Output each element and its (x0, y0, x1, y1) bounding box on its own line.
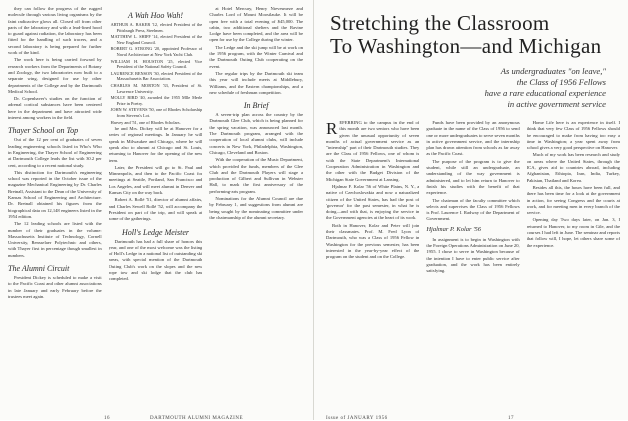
article-subtitle (326, 66, 606, 110)
paragraph: The purpose of the program is to give the student, while still an undergraduate, an understanding of the way government is administered, and to let him return to Hanover to finish his studies with the benefit of that experience. (426, 158, 520, 196)
subtitle-line: in active government service (507, 99, 606, 109)
subhead-kolar: Hjalmar P. Kolar '56 (426, 225, 482, 233)
paragraph: The chairman of the faculty committee which selects and supervises the Class of 1956 Fellows is Prof. Laurence I. Radway of the Department of Government. (426, 197, 520, 222)
paragraph: The Ledge and the ski jump will be at work on the 1956 program, with the Winter Carnival and the Dartmouth Outing Club cooperating on the event. (209, 44, 303, 69)
paragraph: The regular trips by the Dartmouth ski team this year will include meets at Middlebury, Williams, and the Eastern championships, and a new schedule of freshman competition. (209, 70, 303, 95)
roster-item: MOLLY BIRD '40, awarded the 1955 Mlle Merle Prize in Poetry. (110, 95, 203, 106)
roster-item: Harvey and '51, one of Rhodes Scholars. (110, 119, 181, 125)
page-number: 16 (104, 416, 110, 421)
paragraph: Home Life here is an experience in itself. I think that very few Class of 1956 Fellows should be encouraged to make from having too easy a time in Washington; a year spent away from school gives a very good perspective on Hanover. (526, 120, 620, 151)
left-column-2 (109, 6, 203, 398)
article-title-line-1: Stretching the Classroom (330, 11, 550, 35)
right-columns (326, 120, 620, 412)
paragraph: Robert A. Rollé '51, director of alumni affairs, and Charles Sewell Rollé '52, will accompany the President on part of the trip, and will speak at some of the gatherings. (108, 197, 203, 222)
roster-item: JOHN W. STEVENS '50, one of Rhodes Scholarship from Stevens's Lot. (110, 107, 203, 118)
right-column-3 (527, 120, 620, 412)
paragraph: Hjalmar F. Kolar '56 of White Plains, N. Y., a native of Czechoslovakia and now a naturalized citizen of the United States, has had the post of 'governor' for the past semester, in what he is doing—and with that, is enjoying the service in the Government agencies at the heart of its work. (326, 183, 420, 221)
roster-item: ROBERT G. STRONG '20, appointed Professor of Naval Architecture at New York Yacht Club. (110, 46, 203, 57)
section-heading-wah-hoo-wah: A Wah Hoo Wah! (127, 11, 184, 20)
right-page (314, 0, 628, 420)
drop-cap: R (326, 120, 338, 138)
paragraph: he and Mrs. Dickey will be at Hanover for a series of regional meetings. In January he will speak in Milwaukee and Chicago, where he will speak also to alumni at Chicago and St. Louis, returning to Hanover for the opening of the new term. (108, 126, 203, 163)
section-heading-holls-ledge: Holl's Ledge Meister (121, 227, 190, 237)
paragraph: Dartmouth has had a full share of honors this year, and one of the most welcome was the listing of Holl's Ledge in a national list of outstanding ski areas, with special mention of the Dartmouth Outing Club's work on the slopes and the new rope tow and ski lodge that the club has completed. (108, 238, 203, 282)
paragraph: Out of the 12 per cent of graduates of seven leading engineering schools listed in Who's Who in Engineering, the Thayer School of Engineering at Dartmouth College leads the list with 30.2 per cent, according to a recent national study. (8, 137, 102, 168)
paragraph: This distinction for Dartmouth's engineering school was reported in the October issue of the magazine Mechanical Engineering by Dr. Charles Bretnall, Assistant to the Dean of the University of Kansas School of Engineering and Architecture. Dr. Bretnall obtained his figures from the biographical data on 12,148 engineers listed in the 1954 edition. (8, 169, 102, 219)
paragraph: they can follow the progress of the rugged molecule through various living organisms by the faint radioactive glows all. Closed off from other parts of the laboratory and with a lead-lined hood to guard against radiation, the laboratory has been fitted for the handling of such tracers, and a second laboratory is being prepared for further work of the kind. (8, 6, 102, 56)
paragraph: at Hotel Mercury, Henry Nievesmeze and Charles Lord of Mount Moosilauke. It will be open free with a total evening of $45,000. The cabin, two additional shelters and the Ravine Lodge have been completed, and the area will be open for use by the College during the winter. (209, 6, 303, 43)
lead-paragraph (326, 120, 419, 183)
paragraph: Later, the President will go to St. Paul and Minneapolis, and then to the Pacific Coast for meetings at Seattle, Portland, San Francisco and Los Angeles, and will meet alumni in Denver and Kansas City on the way back. (108, 164, 203, 196)
honors-roster (109, 22, 203, 125)
paragraph: President Dickey is scheduled to make a visit to the Pacific Coast and other alumni associations in late January and early February before the trustees meet again. (8, 274, 102, 299)
paragraph: In assignment is to begin in Washington with the Foreign Operations Administration on June 20, 1955. I chose to serve in Washington because of the intention I have to enter public service after graduation, and the work has been entirely satisfying. (426, 236, 520, 274)
paragraph: Nominations for the Alumni Council are due by February 1, and suggestions from alumni are being sought by the nominating committee under the chairmanship of the alumni secretary. (209, 196, 303, 220)
issue-line: Issue of JANUARY 1956 (326, 416, 388, 421)
right-column-1 (326, 120, 419, 412)
paragraph: Besides all this, the hours have been full, and there has been time for a look at the government in action, for seeing Congress and the courts at work, and for meeting men in every branch of the service. (526, 184, 620, 216)
roster-item: WILLIAM H. HOUSTON '25, elected Vice President of the National Safety Council. (110, 58, 203, 70)
lead-text: EFERRING to the campus in the end of this month are two seniors who have been given the unusual opportunity of seven months of actual government service as an "internship" part of their Dartmouth studies. They are the Class of 1956 Fellows, one of whom is with the State Department's International Cooperation Administration in Washington and the other with the Budget Division of the Michigan State Government at Lansing. (326, 120, 420, 182)
paragraph: The work here is being carried forward by research workers from the Departments of Botany and Zoology, the two laboratories now built to a separate wing, designed for use by other departments of the College and by the Dartmouth Medical School. (8, 57, 102, 94)
roster-item: MATTHEW L. SHIFF '14, elected President of the New England Council. (110, 34, 203, 45)
subtitle-line: the Class of 1956 Fellows (516, 77, 606, 87)
left-columns (8, 6, 303, 398)
roster-item: LAURENCE BENSON '30, elected President of the Massachusetts Bar Association. (110, 70, 203, 82)
section-heading-in-brief: In Brief (243, 101, 269, 111)
left-column-3 (209, 6, 303, 398)
paragraph: The 12 leading schools are listed with the number of their graduates in the volume: Massachusetts Institute of Technology, Cornell University, Rensselaer Polytechnic and others, with Thayer first in percentage though smallest in numbers. (8, 221, 102, 258)
paragraph: Both in Hanover, Kolar and Peter will join their classmates. Prof. M. Fred Lyon of Dartmouth, who was a Class of 1956 Fellow in Washington for the previous semester, has been interested in the year-by-year effect of the program on the student and on the College. (326, 222, 420, 260)
paragraph: With the cooperation of the Music Department, which provided the funds, members of the Glee Club and the Dartmouth Players will stage a production of Gilbert and Sullivan in Webster Hall, to mark the first anniversary of the performing-arts program. (209, 157, 303, 194)
left-column-1 (8, 6, 102, 398)
paragraph: Funds have been provided by an anonymous graduate in the name of the Class of 1956 to send one or more undergraduates to serve seven months in active government service, and the internship plan has drawn attention from schools as far away as the Pacific Coast. (426, 120, 520, 157)
paragraph: A seven-trip plan across the country by the Dartmouth Glee Club, which is being planned for the spring vacation, was announced last month. The Dartmouth program, arranged with the cooperation of local alumni clubs, will include concerts in New York, Philadelphia, Washington, Chicago, Cleveland and Boston. (209, 112, 303, 155)
magazine-name: DARTMOUTH ALUMNI MAGAZINE (149, 416, 244, 421)
subtitle-line: have a rare educational experience (484, 88, 606, 98)
paragraph: Opening day Two days later, on Jan. 3, I returned to Hanover, to my room in Gile, and the courses I had left in June. The seminar and reports that follow will, I hope, let others share some of the experience. (526, 217, 620, 248)
roster-item: ARTHUR A. BAKER '12, elected President of the Pittsburgh Press, Steelmen. (110, 22, 203, 33)
paragraph: Dr. Copenhaver's studies on the function of adrenal cortical substances have been centered here in the department and have attracted wide interest among workers in the field. (8, 96, 102, 121)
section-heading-alumni-circuit: The Alumni Circuit (8, 263, 70, 273)
section-heading-thayer: Thayer School on Top (8, 126, 79, 136)
page-number: 17 (508, 416, 514, 421)
right-column-2 (426, 120, 519, 412)
roster-item: CHARLES M. MORTON '33, President of St. Lawrence University. (110, 82, 203, 94)
article-title-line-2: To Washington—and Michigan (330, 34, 602, 58)
paragraph: Much of my work has been research and study on areas where the United States, through the ICA, gives aid to countries abroad, including Afghanistan, Ethiopia, Iran, India, Turkey, Pakistan, Thailand and Korea. (526, 152, 620, 183)
left-page (0, 0, 314, 420)
subtitle-line: As undergraduates "on leave," (500, 66, 606, 76)
article-title (330, 12, 620, 58)
